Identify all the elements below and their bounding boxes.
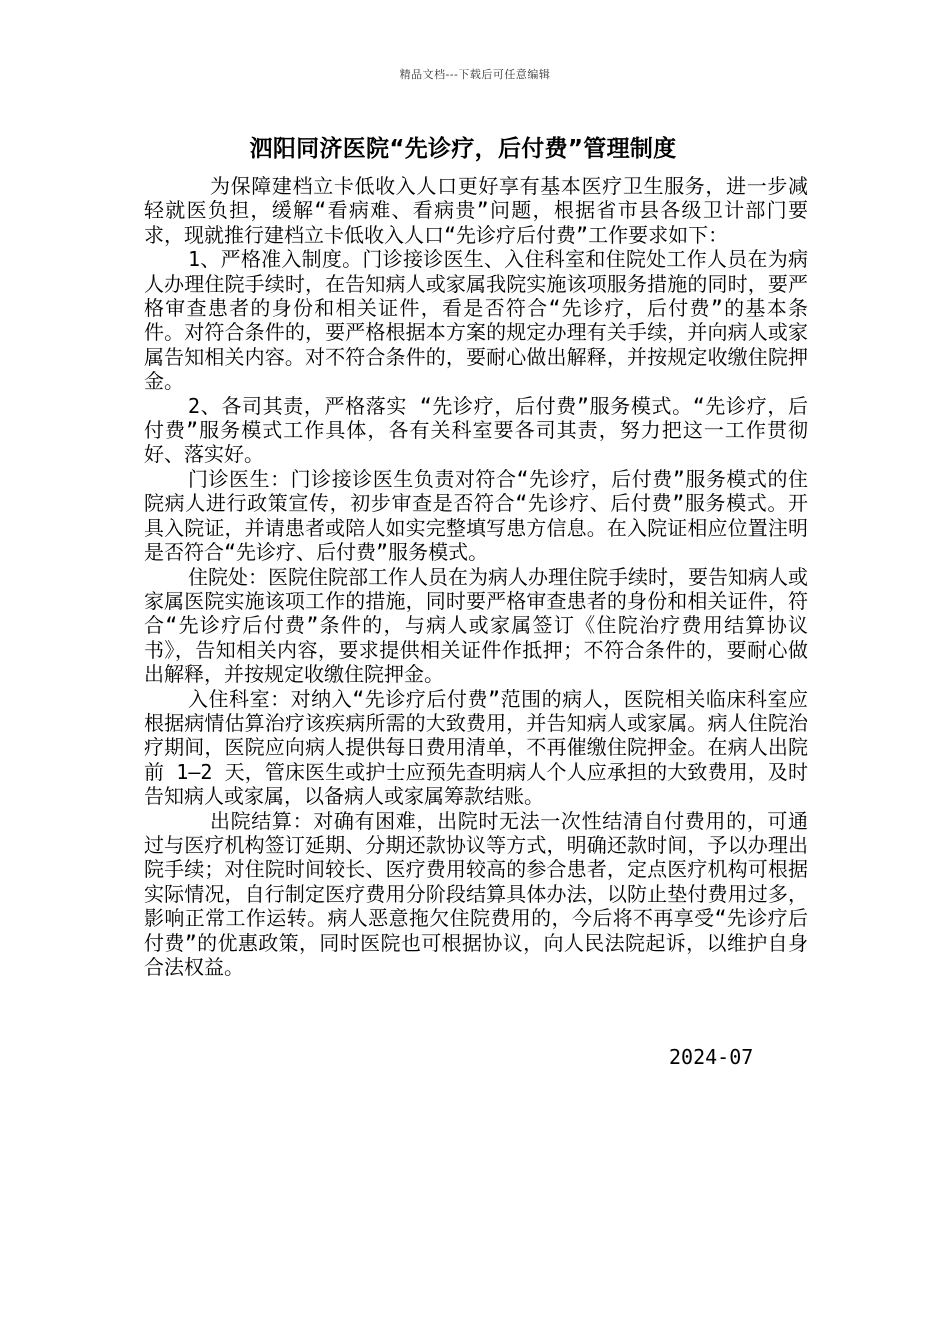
paragraph-admission-system: 1、严格准入制度。门诊接诊医生、入住科室和住院处工作人员在为病人办理住院手续时，在告知病人或家属我院实施该项服务措施的同时，要严格审查患者的身份和相关证件，看是否符合“先诊疗，后付费”的基本条件。对符合条件的，要严格根据本方案的规定办理有关手续，并向病人或家属告知相关内容。对不符合条件的，要耐心做出解释，并按规定收缴住院押金。 xyxy=(144,247,808,394)
paragraph-responsibilities: 2、各司其责，严格落实 “先诊疗，后付费”服务模式。“先诊疗，后付费”服务模式工作具体，各有关科室要各司其责，努力把这一工作贯彻好、落实好。 xyxy=(144,393,808,467)
paragraph-inpatient-department: 入住科室：对纳入“先诊疗后付费”范围的病人，医院相关临床科室应根据病情估算治疗该疾病所需的大致费用，并告知病人或家属。病人住院治疗期间，医院应向病人提供每日费用清单，不再催缴住院押金。在病人出院前 1—2 天，管床医生或护士应预先查明病人个人应承担的大致费用，及时告知病人或家属，以备病人或家属筹款结账。 xyxy=(144,686,808,809)
document-body xyxy=(144,174,808,979)
paragraph-admission-office: 住院处：医院住院部工作人员在为病人办理住院手续时，要告知病人或家属医院实施该项工作的措施，同时要严格审查患者的身份和相关证件，符合“先诊疗后付费”条件的，与病人或家属签订《住院治疗费用结算协议书》，告知相关内容，要求提供相关证件作抵押；不符合条件的，要耐心做出解释，并按规定收缴住院押金。 xyxy=(144,564,808,687)
paragraph-intro: 为保障建档立卡低收入人口更好享有基本医疗卫生服务，进一步减轻就医负担，缓解“看病难、看病贵”问题，根据省市县各级卫计部门要求，现就推行建档立卡低收入人口“先诊疗后付费”工作要求如下： xyxy=(144,174,808,247)
header-note: 精品文档---下载后可任意编辑 xyxy=(399,68,551,81)
document-date: 2024-07 xyxy=(669,1045,754,1069)
paragraph-discharge-settlement: 出院结算：对确有困难，出院时无法一次性结清自付费用的，可通过与医疗机构签订延期、分期还款协议等方式，明确还款时间，予以办理出院手续；对住院时间较长、医疗费用较高的参合患者，定点医疗机构可根据实际情况，自行制定医疗费用分阶段结算具体办法，以防止垫付费用过多，影响正常工作运转。病人恶意拖欠住院费用的，今后将不再享受“先诊疗后付费”的优惠政策，同时医院也可根据协议，向人民法院起诉，以维护自身合法权益。 xyxy=(144,808,808,979)
paragraph-outpatient-doctor: 门诊医生：门诊接诊医生负责对符合“先诊疗，后付费”服务模式的住院病人进行政策宣传，初步审查是否符合“先诊疗、后付费”服务模式。开具入院证，并请患者或陪人如实完整填写患方信息。在入院证相应位置注明是否符合“先诊疗、后付费”服务模式。 xyxy=(144,466,808,565)
document-title: 泗阳同济医院“先诊疗，后付费”管理制度 xyxy=(249,136,677,162)
